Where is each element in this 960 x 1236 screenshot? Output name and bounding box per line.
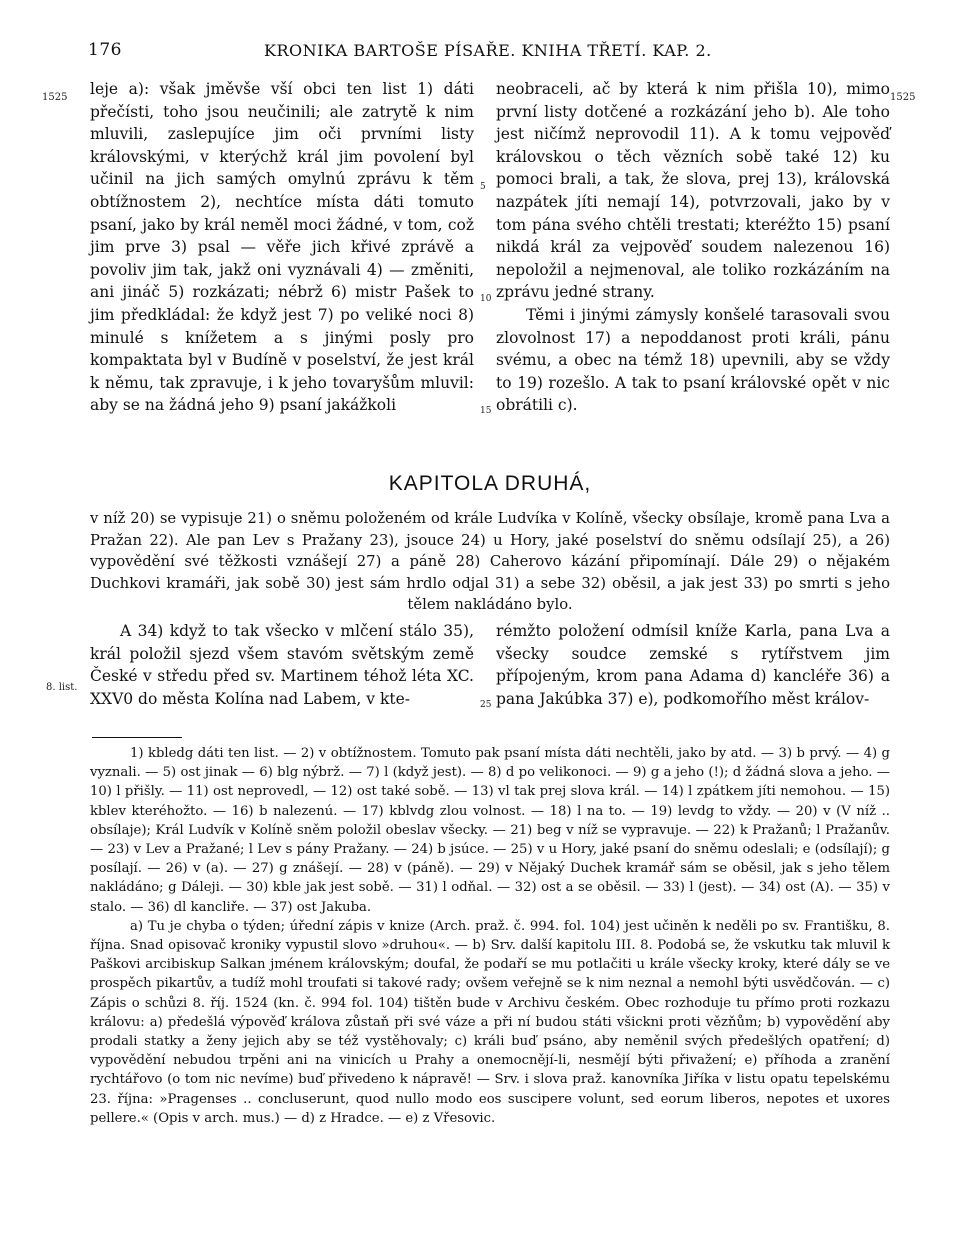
margin-year-left: 1525 <box>42 92 68 103</box>
chapter-heading: KAPITOLA DRUHÁ, <box>388 472 592 495</box>
right-column-paragraph-2: Těmi i jinými zámysly konšelé tarasovali svou zlovolnost 17) a nepoddanost proti králi, pánu svému, a obec na témž 18) upevnili, aby se vždy to 19) rozešlo. A tak to psaní královské opět v nic obrátili c). <box>496 305 890 415</box>
section-left-column <box>90 620 474 710</box>
chapter-summary: v níž 20) se vypisuje 21) o sněmu položeném od krále Ludvíka v Kolíně, všecky obsílaje, kromě pana Lva a Pražan 22). Ale pan Lev s Pražany 23), jsouce 24) u Hory, jaké poselství do sněmu odsílají 25), a 26) vypovědění své těžkosti vznášejí 27) a páně 28) Caherovo kázání připomínají. Dále 29) o nějakém Duchkovi kramáři, jak sobě 30) jest sám hrdlo odjal 31) a sebe 32) oběsil, a jak jest 33) po smrti s jeho tělem nakládáno bylo. <box>90 510 890 614</box>
margin-folio: 8. list. <box>46 682 78 693</box>
right-column <box>496 78 890 417</box>
commentary-notes: a) Tu je chyba o týden; úřední zápis v knize (Arch. praž. č. 994. fol. 104) jest učiněn k neděli po sv. Františku, 8. října. Snad opisovač kroniky vypustil slovo »druhou«. — b) Srv. další kapitolu III. 8. Podobá se, že vskutku tak mluvil k Paškovi arcibiskup Salkan jménem královským; doufal, že podaří se mu potlačiti u krále všecky kroky, které dály se ve prospěch pikartův, a tudíž mohl troufati si takové rady; ovšem veřejně se k nim neznal a nemohl býti usvědčován. — c) Zápis o schůzi 8. říj. 1524 (kn. č. 994 fol. 104) tištěn bude v Archivu českém. Obec rozhoduje tu přímo proti rozkazu královu: a) předešlá výpověď králova zůstaň při své váze a při ní budou státi všickni proti vězňům; b) vypovědění aby prodali statky a ženy jejich aby se též vystěhovaly; c) králi buď psáno, aby neměnil svých předešlých opatření; d) vypovědění nebudou trpěni ani na vinicích u Prahy a onemocnějí-li, nesmějí býti přivažení; e) příhoda a zranění rychtářovo (o tom nic nevíme) buď přivedeno k nápravě! — Srv. i slova praž. kanovníka Jiříka v listu opatu tepelskému 23. října: »Pragenses .. concluserunt, quod nullo modo eos suscipere volunt, sed eorum liberos, nepotes et uxores pellere.« (Opis v arch. mus.) — d) z Hradce. — e) z Vřesovic. <box>90 918 890 1126</box>
line-number: 25 <box>480 700 492 710</box>
running-header <box>88 40 896 64</box>
left-column <box>90 78 474 417</box>
section-left-text: A 34) když to tak všecko v mlčení stálo 35), král položil sjezd všem stavóm světským země České v středu před sv. Martinem téhož léta XC. XXV0 do města Kolína nad Labem, v kte- <box>90 622 474 708</box>
line-number: 15 <box>480 406 492 416</box>
line-number: 10 <box>480 294 492 304</box>
line-number: 5 <box>480 182 486 192</box>
running-title: KRONIKA BARTOŠE PÍSAŘE. KNIHA TŘETÍ. KAP. 2. <box>264 41 712 60</box>
footnotes <box>90 744 890 1128</box>
margin-year-right: 1525 <box>890 92 916 103</box>
section-right-column <box>496 620 890 710</box>
left-column-text: leje a): však jměvše vší obci ten list 1) dáti přečísti, toho jsou neučinili; ale zatrytě k nim mluvili, zaslepujíce jim oči prvními listy královskými, v kterýchž král jim povolení byl učinil na jich samých omylnú zprávu k těm obtížnostem 2), nechtíce místa dáti tomuto psaní, jako by král neměl moci žádné, v tom, což jim prve 3) psal — věře jich křivé zprávě a povoliv jim tak, jakž oni vyznávali 4) — změniti, ani jináč 5) rozkázati; nébrž 6) mistr Pašek to jim předkládal: že když jest 7) po veliké noci 8) minulé s knížetem a s jinými posly pro kompaktata byl v Budíně v poselství, že jest král k němu, tak zpravuje, i k jeho tovaryšům mluvil: aby se na žádná jeho 9) psaní jakážkoli <box>90 80 474 415</box>
right-column-paragraph-1: neobraceli, ač by která k nim přišla 10), mimo první listy dotčené a rozkázání jeho b). Ale toho jest ničímž neprovodil 11). A k tomu vejpověď královskou o těch vězních sobě také 12) ku pomoci brali, a tak, že slova, prej 13), královská nazpátek jíti nemají 14), potvrzovali, jako by v tom pána svého chtěli trestati; kteréžto 15) psaní nikdá král za vejpověď soudem nalezenou 16) nepoložil a nejmenoval, ale toliko rozkázáním na zprávu jedné strany. <box>496 80 890 302</box>
page-number: 176 <box>88 40 122 60</box>
footnote-rule <box>92 737 182 738</box>
section-right-text: rémžto položení odmísil kníže Karla, pana Lva a všecky soudce zemské s rytířstvem jim přípojeným, krom pana Adama d) kancléře 36) a pana Jakúbka 37) e), podkomořího měst králov- <box>496 622 890 708</box>
critical-apparatus: 1) kbledg dáti ten list. — 2) v obtížnostem. Tomuto pak psaní místa dáti nechtěli, jako by atd. — 3) b prvý. — 4) g vyznali. — 5) ost jinak — 6) blg nýbrž. — 7) l (když jest). — 8) d po velikonoci. — 9) g a jeho (!); d žádná slova a jeho. — 10) l přišly. — 11) ost neprovedl, — 12) ost také sobě. — 13) vl tak prej slova král. — 14) l zpátkem jíti nemohou. — 15) kblev kteréhožto. — 16) b nalezenú. — 17) kblvdg zlou volnost. — 18) l na to. — 19) levdg to vždy. — 20) v (V níž .. obsílaje); Král Ludvík v Kolíně sněm položil obeslav všecky. — 21) beg v níž se vypravuje. — 22) k Pražanů; l Pražanův. — 23) v Lev a Pražané; l Lev s pány Pražany. — 24) b jsúce. — 25) v u Hory, jaké psaní do sněmu odeslali; e (odsílají); g posílají. — 26) v (a). — 27) g znášejí. — 28) v (páně). — 29) v Nějaký Duchek kramář sám se oběsil, jak s jeho tělem nakládáno; g Dáleji. — 30) kble jak jest sobě. — 31) l odňal. — 32) ost a se oběsil. — 33) l (jest). — 34) ost (A). — 35) v stalo. — 36) dl kancliře. — 37) ost Jakuba. <box>90 746 890 915</box>
